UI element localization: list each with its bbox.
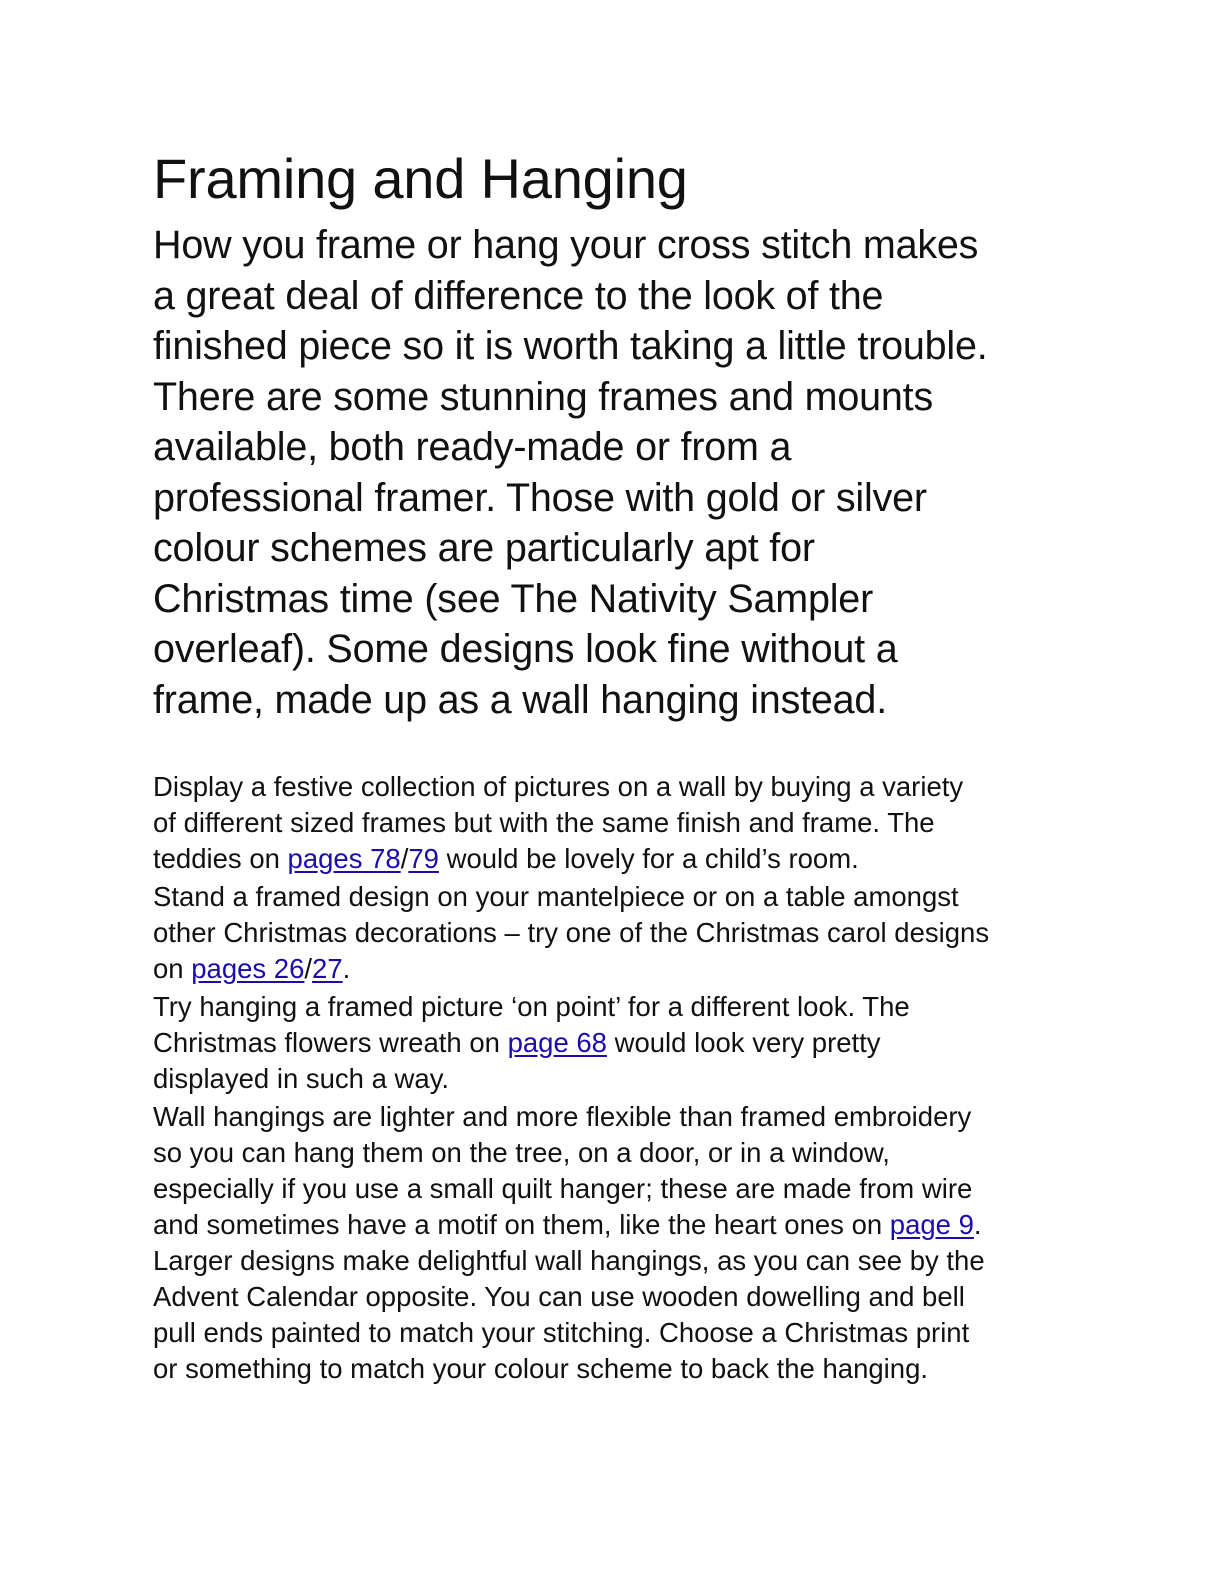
paragraph-mantelpiece (153, 879, 1073, 987)
text-fragment: / (304, 953, 313, 984)
text-fragment: / (400, 843, 409, 874)
text-line: other Christmas decorations – try one of the Christmas carol designs (153, 917, 990, 948)
text-fragment: . (973, 1209, 982, 1240)
paragraph-display-collection (153, 769, 1073, 877)
text-line: especially if you use a small quilt hanger; these are made from wire (153, 1173, 973, 1204)
text-line: pull ends painted to match your stitching. Choose a Christmas print (153, 1317, 970, 1348)
intro-line: a great deal of difference to the look of the (153, 273, 884, 318)
document-page (153, 146, 1073, 1389)
intro-line: available, both ready-made or from a (153, 425, 792, 469)
text-line: or something to match your colour scheme to back the hanging. (153, 1353, 929, 1384)
intro-line: professional framer. Those with gold or silver (153, 475, 927, 520)
text-fragment: Christmas flowers wreath on (153, 1027, 508, 1058)
intro-line: frame, made up as a wall hanging instead. (153, 677, 887, 722)
intro-line: How you frame or hang your cross stitch makes (153, 223, 979, 267)
text-line: Stand a framed design on your mantelpiece or on a table amongst (153, 881, 959, 912)
body-text (153, 769, 1073, 1387)
text-line (153, 1025, 1073, 1061)
link-pages-26[interactable]: pages 26 (191, 953, 305, 984)
text-line: displayed in such a way. (153, 1063, 450, 1094)
paragraph-wall-hangings (153, 1099, 1073, 1387)
paragraph-on-point (153, 989, 1073, 1097)
intro-line: There are some stunning frames and mounts (153, 374, 934, 419)
text-line: Wall hangings are lighter and more flexible than framed embroidery (153, 1101, 972, 1132)
text-fragment: and sometimes have a motif on them, like the heart ones on (153, 1209, 890, 1240)
link-pages-78[interactable]: pages 78 (287, 843, 401, 874)
text-line: so you can hang them on the tree, on a door, or in a window, (153, 1137, 890, 1168)
text-fragment: would look very pretty (606, 1027, 881, 1058)
text-line: Try hanging a framed picture ‘on point’ for a different look. The (153, 991, 910, 1022)
intro-line: overleaf). Some designs look fine without a (153, 627, 898, 671)
intro-line: colour schemes are particularly apt for (153, 526, 815, 570)
text-fragment: would be lovely for a child’s room. (438, 843, 859, 874)
text-line (153, 1207, 1073, 1243)
intro-paragraph (153, 220, 1073, 725)
text-line: Advent Calendar opposite. You can use wooden dowelling and bell (153, 1281, 965, 1312)
text-line: Larger designs make delightful wall hangings, as you can see by the (153, 1245, 985, 1276)
link-page-79[interactable]: 79 (408, 843, 439, 874)
text-line (153, 951, 1073, 987)
text-fragment: teddies on (153, 843, 288, 874)
text-fragment: . (342, 953, 351, 984)
intro-line: finished piece so it is worth taking a little trouble. (153, 324, 988, 368)
text-fragment: on (153, 953, 192, 984)
text-line: Display a festive collection of pictures on a wall by buying a variety (153, 771, 964, 802)
text-line (153, 841, 1073, 877)
link-page-27[interactable]: 27 (312, 953, 343, 984)
text-line: of different sized frames but with the same finish and frame. The (153, 807, 935, 838)
link-page-9[interactable]: page 9 (889, 1209, 974, 1240)
intro-line: Christmas time (see The Nativity Sampler (153, 576, 874, 621)
page-title: Framing and Hanging (153, 147, 688, 210)
link-page-68[interactable]: page 68 (507, 1027, 607, 1058)
